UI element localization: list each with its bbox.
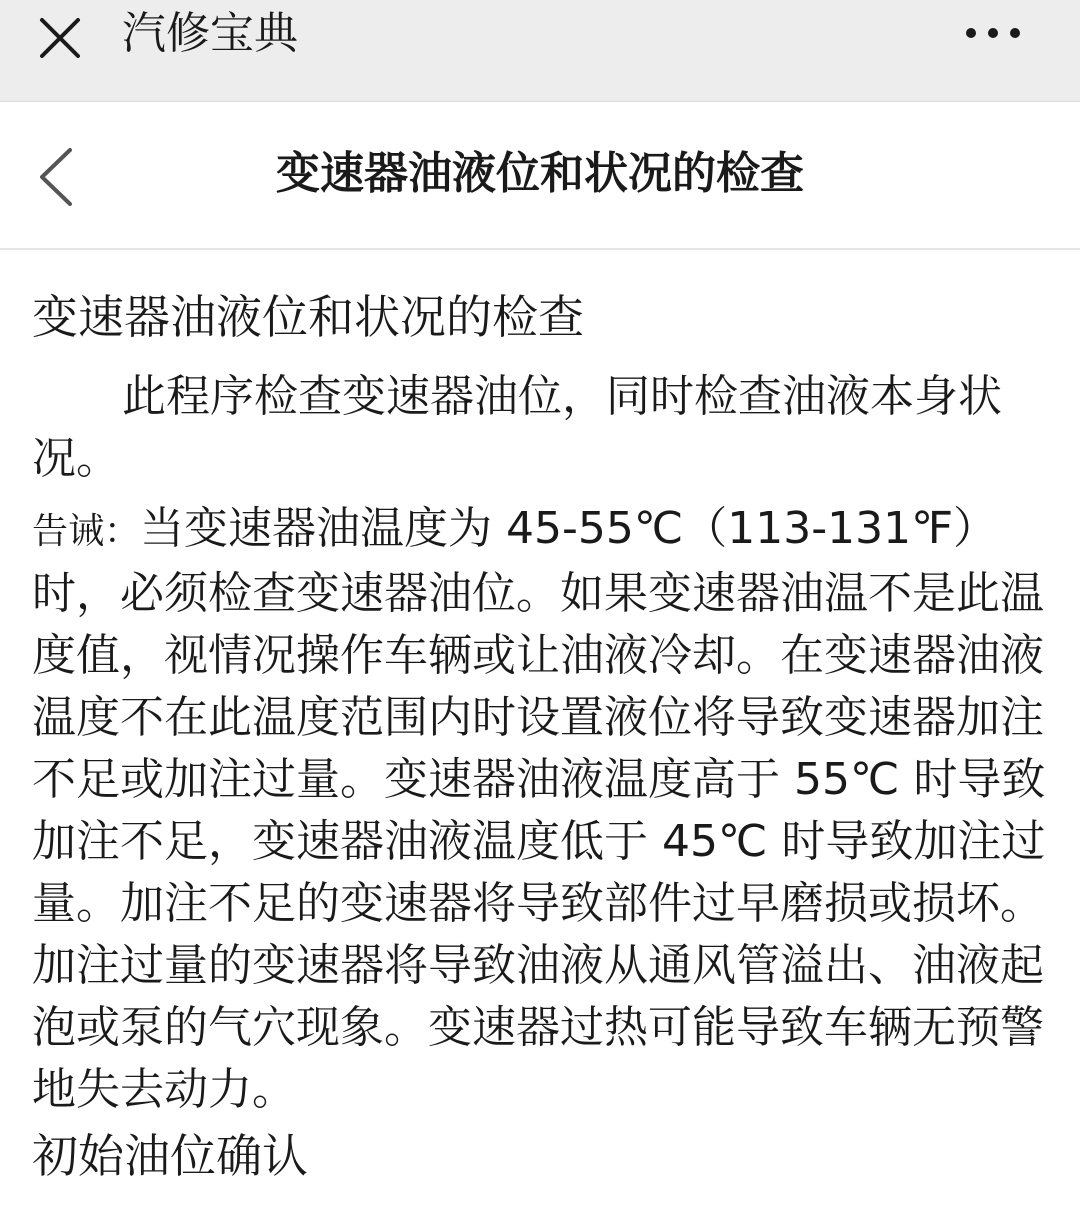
more-button[interactable] — [960, 8, 1026, 58]
app-title: 汽修宝典 — [122, 8, 298, 59]
warning-label: 告诫： — [32, 511, 141, 552]
page-title: 变速器油液位和状况的检查 — [276, 148, 804, 199]
page-nav-bar — [0, 102, 1080, 250]
app-top-bar — [0, 0, 1080, 102]
article-intro: 此程序检查变速器油位，同时检查油液本身状况。 — [32, 371, 1002, 484]
warning-text: 当变速器油温度为 45-55℃（113-131℉）时，必须检查变速器油位。如果变速器油温不是此温度值，视情况操作车辆或让油液冷却。在变速器油液温度不在此温度范围内时设置液位将导致变速器加注不足或加注过量。变速器油液温度高于 55℃ 时导致加注不足，变速器油液温度低于 45℃ 时导致加注过量。加注不足的变速器将导致部件过早磨损或损坏。加注过量的变速器将导致油液从通风管溢出、油液起泡或泵的气穴现象。变速器过热可能导致车辆无预警地失去动力。 — [32, 503, 1046, 1115]
article-heading: 变速器油液位和状况的检查 — [32, 290, 584, 344]
section-subheading: 初始油位确认 — [32, 1129, 308, 1183]
warning-paragraph — [32, 498, 1052, 1121]
close-button[interactable] — [30, 8, 90, 68]
back-button[interactable] — [30, 142, 90, 212]
more-dots-icon — [960, 8, 1026, 58]
close-icon — [30, 8, 90, 68]
article-content — [32, 284, 1052, 1187]
chevron-left-icon — [30, 142, 90, 212]
